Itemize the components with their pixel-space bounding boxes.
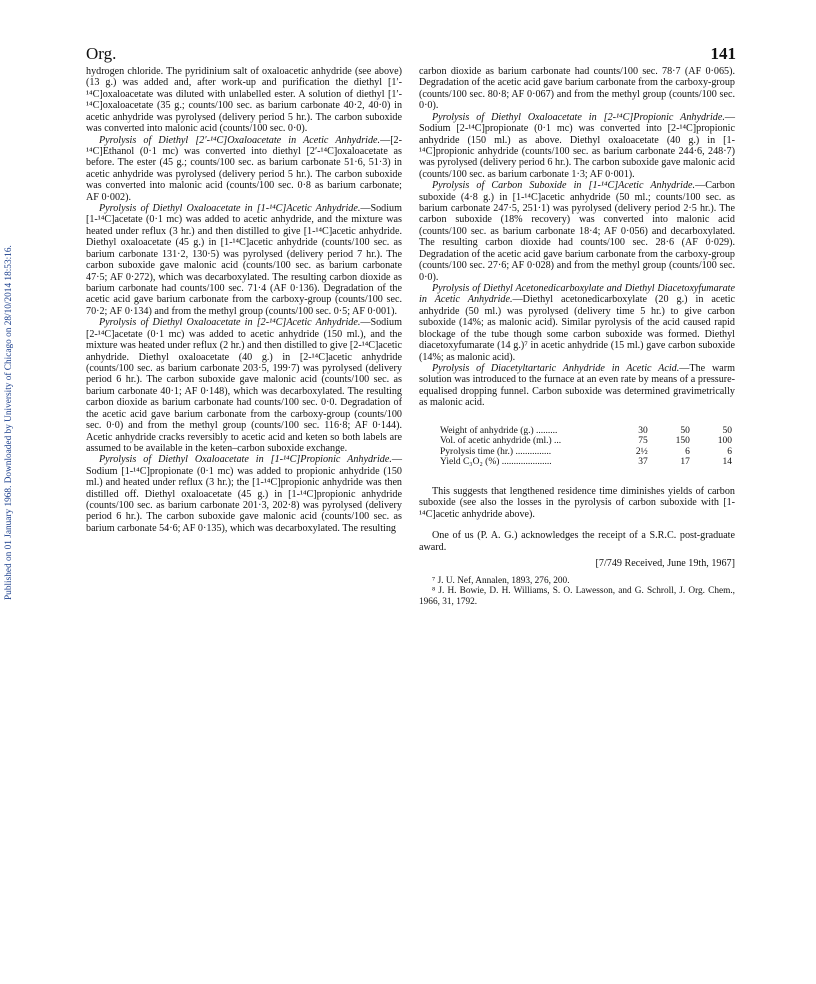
section-heading: Pyrolysis of Carbon Suboxide in [1-¹⁴C]Acetic Anhydride. [432, 180, 696, 192]
left-column [86, 66, 402, 534]
section-heading: Pyrolysis of Diethyl Oxaloacetate in [2-¹⁴C]Propionic Anhydride. [432, 111, 725, 123]
page-header [86, 44, 736, 66]
yield-table [440, 426, 732, 468]
paragraph-text: —Sodium [1-¹⁴C]propionate (0·1 mc) was added to propionic anhydride (150 ml.) and heated under reflux (3 hr.); the [1-¹⁴C]propionic anhydride was then distilled off. Diethyl oxaloacetate (45 g.) in [1-¹⁴C]propionic anhydride (counts/100 sec. as barium carbonate 201·3, 202·8) was pyrolysed (delivery period 6 hr.). The carbon suboxide gave malonic acid (counts/100 sec. as barium carbonate 54·6; AF 0·135), which was decarboxylated. The resulting [86, 454, 402, 534]
table-cell: 37 [638, 457, 648, 468]
table-row-label: Weight of anhydride (g.) ......... [440, 425, 558, 436]
paragraph-text: —Sodium [2-¹⁴C]propionate (0·1 mc) was converted into [2-¹⁴C]propionic anhydride (150 ml.) as above. Diethyl oxaloacetate (40 g.) in [1-¹⁴C]propionic anhydride (counts/100 sec. as barium carbonate 244·6, 248·7) was pyrolysed (delivery period 6 hr.). The carbon suboxide gave malonic acid (counts/100 sec. as barium carbonate 1·3; AF 0·001). [419, 111, 735, 180]
paragraph-text: —Sodium [1-¹⁴C]acetate (0·1 mc) was added to acetic anhydride, and the mixture was heated under reflux (3 hr.) and then distilled to give [1-¹⁴C]acetic anhydride. Diethyl oxaloacetate (45 g.) in [1-¹⁴C]acetic anhydride (counts/100 sec. as barium carbonate 131·2, 130·5) was pyrolysed (delivery period 7 hr.). The carbon suboxide gave malonic acid (counts/100 sec. as barium carbonate 47·5; AF 0·272), which was decarboxylated. The resulting carbon dioxide as barium carbonate had counts/100 sec. 71·4 (AF 0·136). Degradation of the acetic acid gave barium carbonate from the carboxy-group (counts/100 sec. 70·2; AF 0·134) and from the methyl group (counts/100 sec. 0·5; AF 0·001). [86, 203, 402, 317]
table-row-label: Vol. of acetic anhydride (ml.) ... [440, 436, 562, 447]
section-heading: Pyrolysis of Diethyl Oxaloacetate in [1-¹⁴C]Propionic Anhydride. [99, 454, 392, 466]
paragraph [419, 486, 735, 520]
paragraph-text: carbon dioxide as barium carbonate had counts/100 sec. 78·7 (AF 0·065). Degradation of the acetic acid gave barium carbonate from the carboxy-group (counts/100 sec. 80·8; AF 0·067) and from the methyl group (counts/100 sec. 0·0). [419, 66, 735, 112]
paragraph [86, 203, 402, 317]
table-row [440, 447, 732, 458]
section-heading: Pyrolysis of Diacetyltartaric Anhydride in Acetic Acid. [432, 362, 680, 374]
paragraph-text: hydrogen chloride. The pyridinium salt of oxaloacetic anhydride (see above) (13 g.) was added and, after work-up and purification the diethyl [1′-¹⁴C]oxaloacetate was diluted with unlabelled ester. A solution of diethyl [1′-¹⁴C]oxaloacetate (35 g.; counts/100 sec. as barium carbonate 40·2, 40·0) in acetic anhydride was pyrolysed (delivery period 5 hr.). The carbon suboxide was converted into malonic acid (counts/100 sec. 0·0). [86, 66, 402, 135]
paragraph-text: —Carbon suboxide (4·8 g.) in [1-¹⁴C]acetic anhydride (50 ml.; counts/100 sec. as barium carbonate 247·5, 251·1) was pyrolysed (delivery period 2·5 hr.). The carbon suboxide (18% recovery) was converted into malonic acid (counts/100 sec. as barium carbonate 18·4; AF 0·056) and decarboxylated. The resulting carbon dioxide had counts/100 sec. 28·6 (AF 0·029). Degradation of the acetic acid gave barium carbonate from the carboxy-group (counts/100 sec. 27·6; AF 0·028) and from the methyl group (counts/100 sec. 0·0). [419, 180, 735, 283]
table-row-label: Pyrolysis time (hr.) ............... [440, 446, 552, 457]
section-heading: Pyrolysis of Diethyl [2′-¹⁴C]Oxaloacetate in Acetic Anhydride. [99, 134, 381, 146]
table-cell: 14 [722, 457, 732, 468]
table-cell: 17 [680, 457, 690, 468]
paragraph-text: —Diethyl acetonedicarboxylate (20 g.) in acetic anhydride (50 ml.) was pyrolysed (delivery time 5 hr.) to give carbon suboxide (14%; as malonic acid). Similar pyrolysis of the acid caused rapid blockage of the tube though some carbon suboxide was formed. Diethyl diacetoxyfumarate (14 g.)⁷ in acetic anhydride (15 ml.) gave carbon suboxide (14%; as malonic acid). [419, 294, 736, 363]
paragraph [419, 283, 735, 363]
paragraph [419, 112, 735, 181]
table-cell: 75 [638, 436, 648, 447]
acknowledgement: One of us (P. A. G.) acknowledges the receipt of a S.R.C. post-graduate award. [419, 530, 735, 553]
paragraph [86, 135, 402, 204]
section-heading: Pyrolysis of Diethyl Oxaloacetate in [2-¹⁴C]Acetic Anhydride. [99, 317, 361, 329]
paragraph [86, 317, 402, 454]
table-cell: 150 [675, 436, 690, 447]
paragraph [86, 454, 402, 534]
table-cell: 50 [722, 425, 732, 436]
table-cell: 50 [680, 425, 690, 436]
reference-item: ⁸ J. H. Bowie, D. H. Williams, S. O. Lawesson, and G. Schroll, J. Org. Chem., 1966, 31, 1792. [419, 586, 735, 607]
table-cell: 30 [638, 425, 648, 436]
right-column [419, 66, 735, 607]
table-cell: 6 [685, 446, 690, 457]
publication-watermark: Published on 01 January 1968. Downloaded by University of Chicago on 28/10/2014 18:53:16. [4, 245, 14, 600]
table-cell: 6 [727, 446, 732, 457]
received-date: [7/749 Received, June 19th, 1967] [595, 558, 735, 570]
paragraph-text: —The warm solution was introduced to the furnace at an even rate by means of a pressure-equalised dropping funnel. Carbon suboxide was determined gravimetrically as malonic acid. [419, 362, 736, 409]
paragraph [419, 180, 735, 283]
references [419, 576, 735, 608]
table-row [440, 436, 732, 447]
section-heading: Pyrolysis of Diethyl Oxaloacetate in [1-¹⁴C]Acetic Anhydride. [99, 203, 361, 215]
paragraph [86, 66, 402, 135]
paragraph-text: —Sodium [2-¹⁴C]acetate (0·1 mc) was added to acetic anhydride (150 ml.), and the mixture was heated under reflux (2 hr.) and then distilled to give [2-¹⁴C]acetic anhydride. Diethyl oxaloacetate (40 g.) in [2-¹⁴C]acetic anhydride (counts/100 sec. as barium carbonate 203·5, 199·7) was pyrolysed (delivery period 6 hr.). The carbon suboxide gave malonic acid (counts/100 sec. as barium carbonate 40·1; AF 0·148), which was decarboxylated. The resulting carbon dioxide as barium carbonate had counts/100 sec. 0·0. Degradation of the acetic acid gave barium carbonate from the carboxy-group (counts/100 sec. 0·0) and from the methyl group (counts/100 sec. 116·8; AF 0·144). Acetic anhydride cracks reversibly to acetic acid and keten so both labels are assumed to be available in the keten–carbon suboxide exchange. [86, 317, 402, 454]
journal-section: Org. [86, 44, 117, 63]
table-cell: 100 [717, 436, 732, 447]
paragraph-text: This suggests that lengthened residence time diminishes yields of carbon suboxide (see also the losses in the pyrolysis of carbon suboxide with [1-¹⁴C]acetic anhydride above). [419, 486, 735, 520]
reference-item: ⁷ J. U. Nef, Annalen, 1893, 276, 200. [432, 575, 570, 586]
paragraph-text: —[2-¹⁴C]Ethanol (0·1 mc) was converted into diethyl [2′-¹⁴C]oxaloacetate as before. The ester (45 g.; counts/100 sec. as barium carbonate 51·6, 51·3) in acetic anhydride was pyrolysed (delivery period 5 hr.). The carbon suboxide was converted into malonic acid (counts/100 sec. 0·8 as barium carbonate; AF 0·002). [86, 134, 402, 203]
paragraph [419, 66, 735, 112]
section-heading: Pyrolysis of Diethyl Acetonedicarboxylate and Diethyl Diacetoxyfumarate in Acetic Anhydride. [419, 283, 735, 306]
table-cell: 2½ [635, 446, 648, 457]
table-row [440, 457, 732, 468]
page-number: 141 [710, 44, 736, 63]
table-row [440, 426, 732, 437]
paragraph [419, 363, 735, 409]
table-row-label: Yield C₃O₂ (%) ..................... [440, 457, 552, 468]
